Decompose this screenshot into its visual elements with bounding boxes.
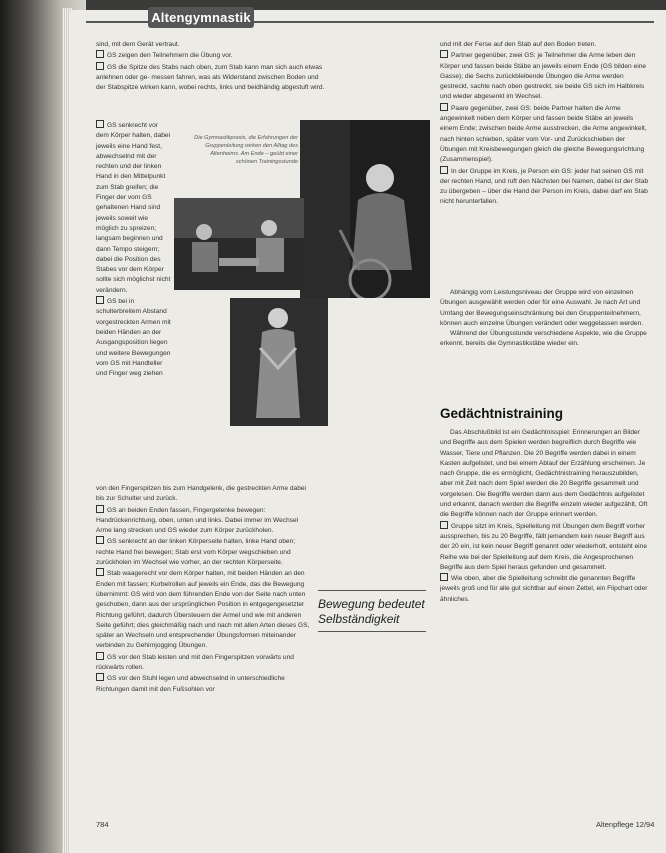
column-2-bottom [440,428,650,605]
paragraph: Abhängig vom Leistungsniveau der Gruppe wird von einzelnen Übungen ausgewählt werden oder für eine Auswahl. Je nach Art und Umfang der Bewegungseinschränkung bei den Gruppenteilnehmern, können auch einzelne Übungen verändert oder weggelassen werden. [440,289,644,327]
list-item: GS an beiden Enden fassen, Fingergelenke bewegen: Handrückenrichtung, oben, unten und links. Dabei immer im Wechsel Arme lang strecken und GS wieder zum Körper zurückholen. [96,506,299,535]
photo-woman-wheelchair [300,120,430,298]
photo-woman-standing [230,298,328,426]
checkbox-bullet-icon [440,573,448,581]
checkbox-bullet-icon [440,166,448,174]
checkbox-bullet-icon [440,50,448,58]
column-2-top [440,40,650,208]
checkbox-bullet-icon [440,521,448,529]
photo-caption: Die Gymnastikpraxis, die Erfahrungen der Gruppenleitung wirken den Alltag des Altenheims. Am Ende – geübt einer schönen Trainingsstunde [194,135,298,165]
checkbox-bullet-icon [96,536,104,544]
checkbox-bullet-icon [96,120,104,128]
header-rule-right [254,21,654,23]
issue-label: Altenpflege 12/94 [596,820,655,829]
column-1-narrow [96,120,172,379]
checkbox-bullet-icon [96,62,104,70]
paragraph: und mit der Ferse auf den Stab auf den Boden treten. [440,41,597,48]
list-item: GS bei in schulterbreitem Abstand vorgestreckten Armen mit beiden Händen an der Ausgangsposition liegen und weitere Bewegungen vom GS mit Handteller und Finger weg ziehen [96,298,171,378]
list-item: Partner gegenüber, zwei GS: je Teilnehmer die Arme leben den Körper und fassen beide Stäbe an jeweils einem Ende (GS bilden eine Gasse); die Sechs zurückbleibende Übungen die Arme werden gestreckt, sachte nach oben gestreckt, sie beide GS sich im Halbkreis und wieder abgesenkt im Wechsel. [440,52,647,101]
list-item: Paare gegenüber, zwei GS: beide Partner halten die Arme angewinkelt neben dem Körper und fassen beide Stäbe an jeweils einem Ende; zwischen beide Arme ausstrecken, die Arme angewinkelt, nach hinten schieben, später vom Vor- und Zurückschieben der Übungen mit Kreisbewegungen gleich die gleiche Bewegungsrichtung (Zusammenspiel). [440,104,647,164]
checkbox-bullet-icon [440,103,448,111]
paragraph: Das Abschlußbild ist ein Gedächtnisspiel: Erinnerungen an Bilder und Begriffe aus dem Spielen werden begreiflich durch Begriffe wie Wasser, Tiere und Pflanzen. Die 20 Begriffe werden dabei in einem Kasten aufgelistet, und bei einem Ablauf der Erzählung erscheinen. Je nach Gruppe, die es ermöglicht, Gedächtnistraining herauszubilden, aber mit Zeit nach dem Spiel werden die 20 Begriffe gesammelt und vorgelesen. Die Begriffe werden dann aus dem Gedächtnis aufgelistet und erkannt, danach werden die Begriffe einzeln wieder aufgezählt, Oft die Begriffe können nach der Gruppe erinnert werden. [440,429,648,519]
checkbox-bullet-icon [96,505,104,513]
column-1-top [96,40,328,93]
paragraph: Während der Übungsstunde verschiedene Aspekte, wie die Gruppe erkennt, bereits die Gymnastikstäbe wieder ein. [440,330,647,348]
list-item: GS senkrecht vor dem Körper halten, dabei jeweils eine Hand fest, abwechselnd mit der rechten und der linken Hand in den Mittelpunkt zum Stab greifen; die Finger der vom GS gehaltenen Hand sind jeweils soweit wie möglich zu spreizen; langsam beginnen und dann Tempo steigern; dabei die Position des Stabes vor dem Körper sollte sich möglichst nicht verändern. [96,122,171,294]
list-item: GS die Spitze des Stabs nach oben, zum Stab kann man sich auch etwas anlehnen oder ge- messen fahren, was als Widerstand zwischen Boden und der Stabspitze wirken kann, wobei rechts, links und beidhändig abgestuft wird. [96,63,325,92]
list-item: Stab waagerecht vor dem Körper halten, mit beiden Händen an den Enden mit fassen; Kurbelrollen auf jeweils ein Ende, das die Bewegung übernimmt: GS wird von dem führenden Ende von der Seite nach unten geschoben, dann aus der ursprünglichen Position in entgegengesetzter Richtung geführt, dadurch Übersteuern der Armel und wie mit anderen Seite geführt; dies gleichmäßig nach und nach mit allen Arten dieses GS, später an Wechseln und entsprechender Übungsformen miteinander verbinden zu Gehirnjogging Übungen. [96,570,310,650]
list-item: Gruppe sitzt im Kreis, Spielleitung mit Übungen dem Begriff vorher aussprechen, bis zu 20 Begriffe, fällt jemandem kein neuer Begriff aus der 20 ein, ist kein neuer Begriff genannt oder wiederholt, entsteht eine Reihe wie bei der Spielleitung auf dem Kreis, die Angesprochenen Begriffe aus dem Spiel heraus gefunden und gesammelt. [440,522,647,571]
list-item: GS zeigen den Teilnehmern die Übung vor. [96,50,328,61]
checkbox-bullet-icon [96,673,104,681]
section-heading: Gedächtnistraining [440,406,564,421]
section-header: Altengymnastik [148,7,254,28]
list-item: GS vor den Stab leisten und mit den Fingerspitzen vorwärts und rückwärts rollen. [96,653,294,672]
column-1-bottom [96,484,310,695]
page-number: 784 [96,820,109,829]
list-item: GS vor den Stuhl legen und abwechselnd in unterschiedliche Richtungen damit mit den Fußsohlen vor [96,675,285,693]
pull-quote: Bewegung bedeutet Selbständigkeit [318,590,426,632]
paragraph: von den Fingerspitzen bis zum Handgelenk, die gestreckten Arme dabei bis zur Schulter und zurück. [96,485,307,503]
checkbox-bullet-icon [96,50,104,58]
header-rule-left [86,21,148,23]
photo-group-table [174,198,304,290]
checkbox-bullet-icon [96,296,104,304]
list-item: In der Gruppe im Kreis, je Person ein GS: jeder hat seinen GS mit der rechten Hand, und ruft den Nächsten bei Namen, dabei ist der Stab zu übergeben – über die Hand der Person im Kreis, dabei darf ein Stab nicht herunterfallen. [440,167,649,206]
checkbox-bullet-icon [96,568,104,576]
checkbox-bullet-icon [96,652,104,660]
paragraph: sind, mit dem Gerät vertraut. [96,41,180,48]
list-item: GS senkrecht an der linken Körperseite halten, linke Hand oben; rechte Hand frei bewegen; Stab erst vom Körper wegschieben und zurückholen im Wechsel wie vorher, an der rechten Körperseite. [96,538,296,567]
column-2-mid [440,288,650,350]
list-item: Wie oben, aber die Spielleitung schreibt die genannten Begriffe jeweils groß und für alle gut sichtbar auf einen Zettel, ein Flipchart oder ähnliches. [440,575,648,603]
